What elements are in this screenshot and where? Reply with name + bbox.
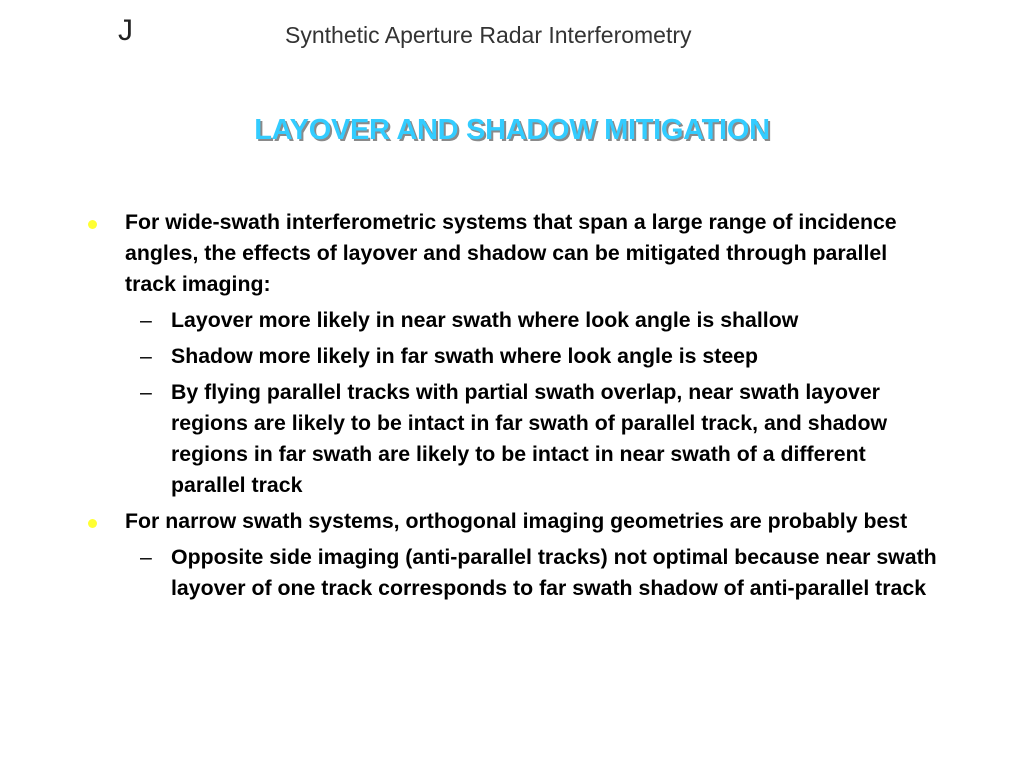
sub-bullet-item: [0, 341, 946, 372]
dash-icon: –: [140, 545, 152, 569]
sub-bullet-item: [0, 377, 946, 501]
header-logo: J: [118, 14, 133, 47]
sub-bullet-text: Layover more likely in near swath where look angle is shallow: [171, 308, 799, 332]
slide-content: [0, 207, 1024, 609]
bullet-item: [0, 506, 940, 537]
slide-title: LAYOVER AND SHADOW MITIGATION: [254, 114, 770, 146]
bullet-item: [0, 207, 940, 300]
sub-bullet-text: By flying parallel tracks with partial swath overlap, near swath layover regions are likely to be intact in far swath of parallel track, and shadow regions in far swath are likely to be intact in near swath of a different parallel track: [171, 380, 888, 497]
bullet-text: For wide-swath interferometric systems that span a large range of incidence angles, the effects of layover and shadow can be mitigated through parallel track imaging:: [125, 210, 897, 296]
dash-icon: –: [140, 344, 152, 368]
dash-icon: –: [140, 380, 152, 404]
sub-bullet-text: Shadow more likely in far swath where look angle is steep: [171, 344, 759, 368]
bullet-text: For narrow swath systems, orthogonal imaging geometries are probably best: [125, 509, 908, 533]
sub-bullet-item: [0, 305, 946, 336]
header-title: Synthetic Aperture Radar Interferometry: [285, 22, 692, 48]
dash-icon: –: [140, 308, 152, 332]
bullet-dot-icon: [88, 220, 97, 229]
sub-bullet-item: [0, 542, 946, 604]
sub-bullet-text: Opposite side imaging (anti-parallel tracks) not optimal because near swath layover of one track corresponds to far swath shadow of anti-parallel track: [171, 545, 937, 600]
bullet-dot-icon: [88, 519, 97, 528]
